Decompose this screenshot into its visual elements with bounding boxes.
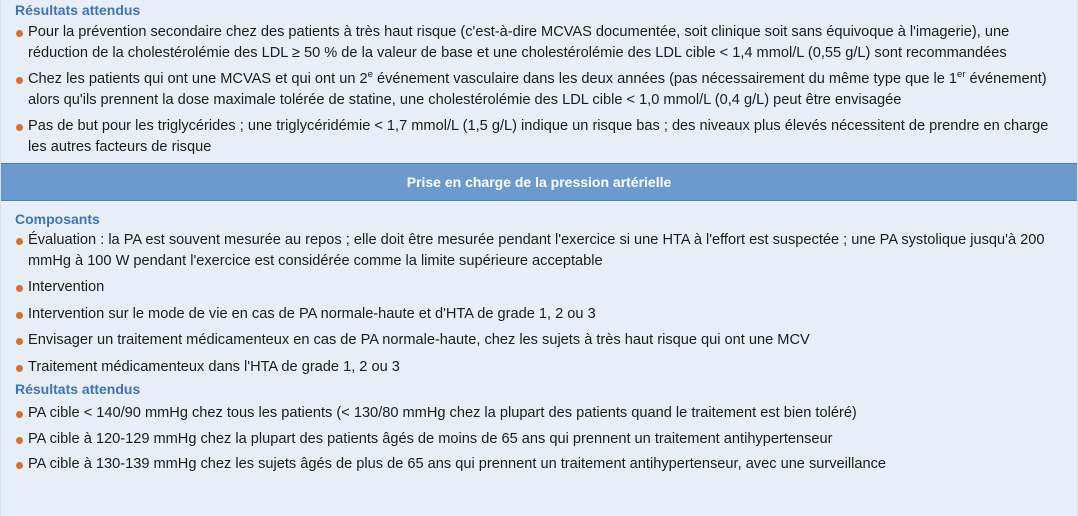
section-subheading: Composants <box>15 211 100 227</box>
list-item: PA cible à 130-139 mmHg chez les sujets âgés de plus de 65 ans qui prennent un traitement antihypertenseur, avec une surveillance <box>15 454 1063 475</box>
list-item: Intervention <box>15 277 1063 298</box>
expected-results-bp-section <box>1 377 1077 475</box>
list-item: Pas de but pour les triglycérides ; une triglycéridémie < 1,7 mmol/L (1,5 g/L) indique un risque bas ; des niveaux plus élevés nécessitent de prendre en charge les autres facteurs de risque <box>15 116 1063 157</box>
list-item: Évaluation : la PA est souvent mesurée au repos ; elle doit être mesurée pendant l'exercice si une HTA à l'effort est suspectée ; une PA systolique jusqu'à 200 mmHg à 100 W pendant l'exercice est considérée comme la limite supérieure acceptable <box>15 230 1063 271</box>
list-item: Intervention sur le mode de vie en cas de PA normale-haute et d'HTA de grade 1, 2 ou 3 <box>15 304 1063 325</box>
section-subheading: Résultats attendus <box>15 2 141 18</box>
list-item-text: événement) alors qu'ils prennent la dose maximale tolérée de statine, une cholestérolémie des LDL cible < 1,0 mmol/L (0,4 g/L) peut être envisagée <box>28 71 1047 108</box>
list-item: PA cible à 120-129 mmHg chez la plupart des patients âgés de moins de 65 ans qui prennent un traitement antihypertenseur <box>15 429 1063 450</box>
section-subheading: Résultats attendus <box>15 381 141 397</box>
expected-results-ldl-section <box>1 0 1077 157</box>
ordinal-superscript: er <box>957 69 966 81</box>
list-item-text: Chez les patients qui ont une MCVAS et qui ont un 2 <box>28 71 368 87</box>
list-item: PA cible < 140/90 mmHg chez tous les patients (< 130/80 mmHg chez la plupart des patients quand le traitement est bien toléré) <box>15 403 1063 424</box>
list-item <box>15 69 1063 110</box>
list-item: Envisager un traitement médicamenteux en cas de PA normale-haute, chez les sujets à très haut risque qui ont une MCV <box>15 330 1063 351</box>
list-item: Pour la prévention secondaire chez des patients à très haut risque (c'est-à-dire MCVAS documentée, soit clinique soit sans équivoque à l'imagerie), une réduction de la cholestérolémie des LDL ≥ 50 % de la valeur de base et une cholestérolémie des LDL cible < 1,4 mmol/L (0,55 g/L) sont recommandées <box>15 22 1063 63</box>
list-item: Traitement médicamenteux dans l'HTA de grade 1, 2 ou 3 <box>15 357 1063 378</box>
ordinal-superscript: e <box>367 69 373 81</box>
section-title-band: Prise en charge de la pression artérielle <box>1 163 1077 201</box>
components-section <box>1 201 1077 377</box>
list-item-text: événement vasculaire dans les deux années (pas nécessairement du même type que le 1 <box>372 71 958 87</box>
